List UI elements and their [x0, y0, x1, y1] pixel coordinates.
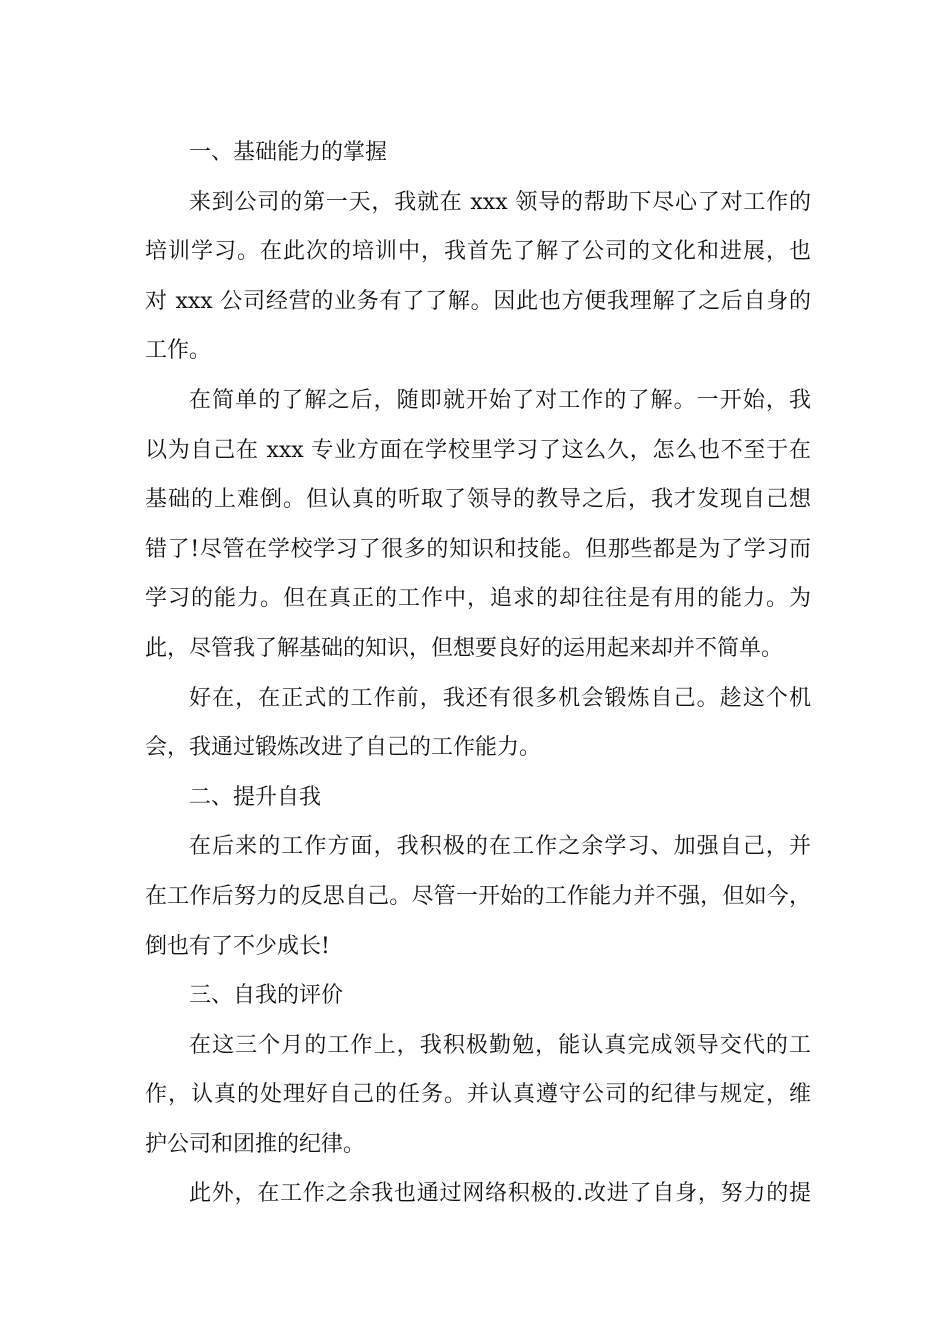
text-line: 工作。 [145, 338, 212, 364]
text-line: 好在，在正式的工作前，我还有很多机会锻炼自己。趁这个机 [189, 685, 811, 711]
text-line: 在简单的了解之后，随即就开始了对工作的了解。一开始，我 [189, 387, 811, 413]
text-line: 培训学习。在此次的培训中，我首先了解了公司的文化和进展，也 [145, 239, 811, 265]
document-page [145, 128, 811, 1219]
text-line: 错了!尽管在学校学习了很多的知识和技能。但那些都是为了学习而 [145, 536, 811, 562]
text-line: 会，我通过锻炼改进了自己的工作能力。 [145, 735, 542, 761]
text-line: 学习的能力。但在真正的工作中，追求的却往往是有用的能力。为 [145, 586, 811, 612]
text-line: 来到公司的第一天，我就在 xxx 领导的帮助下尽心了对工作的 [189, 189, 811, 215]
text-line: 基础的上难倒。但认真的听取了领导的教导之后，我才发现自己想 [145, 487, 811, 513]
text-line: 一、基础能力的掌握 [189, 140, 388, 165]
text-line: 对 xxx 公司经营的业务有了了解。因此也方便我理解了之后自身的 [145, 288, 811, 314]
text-line: 三、自我的评价 [189, 983, 344, 1009]
text-line: 此，尽管我了解基础的知识，但想要良好的运用起来却并不简单。 [145, 635, 784, 661]
text-line: 护公司和团推的纪律。 [145, 1131, 366, 1157]
text-line: 在后来的工作方面，我积极的在工作之余学习、加强自己，并 [189, 834, 811, 860]
text-line: 作，认真的处理好自己的任务。并认真遵守公司的纪律与规定，维 [145, 1082, 811, 1108]
text-line: 在这三个月的工作上，我积极勤勉，能认真完成领导交代的工 [189, 1032, 811, 1058]
text-line: 在工作后努力的反思自己。尽管一开始的工作能力并不强，但如今， [145, 883, 811, 909]
text-line: 此外，在工作之余我也通过网络积极的.改进了自身，努力的提 [189, 1181, 811, 1207]
text-line: 以为自己在 xxx 专业方面在学校里学习了这么久，怎么也不至于在 [145, 437, 811, 463]
text-line: 倒也有了不少成长! [145, 933, 330, 959]
text-line: 二、提升自我 [189, 784, 322, 810]
